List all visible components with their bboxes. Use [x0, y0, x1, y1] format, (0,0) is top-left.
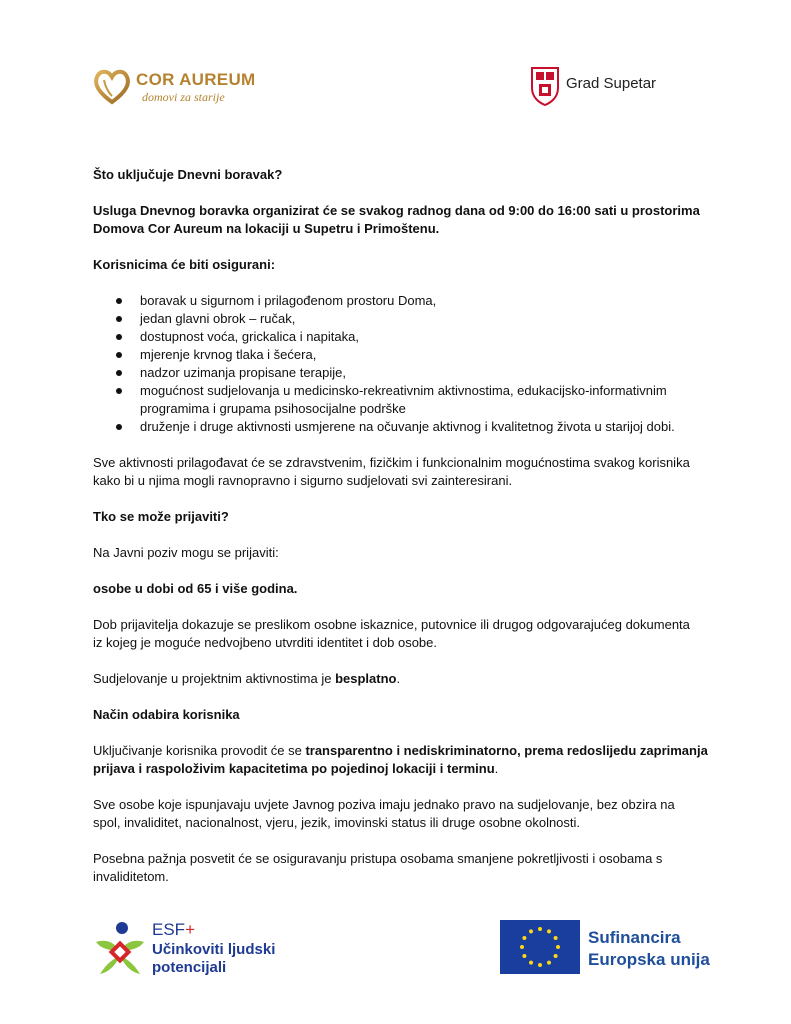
- document-body: [93, 166, 713, 886]
- intro-line-1: Usluga Dnevnog boravka organizirat će se svakog radnog dana od 9:00 do 16:00 sati u prostorima: [93, 203, 700, 218]
- list-item: mogućnost sudjelovanja u medicinsko-rekreativnim aktivnostima, edukacijsko-informativnim programima i grupama psihosocijalne podrške: [140, 382, 713, 418]
- heading-what-included: Što uključuje Dnevni boravak?: [93, 167, 283, 182]
- heart-emblem-icon: [92, 66, 132, 106]
- apply-intro: Na Javni poziv mogu se prijaviti:: [93, 545, 279, 560]
- list-item: dostupnost voća, grickalica i napitaka,: [140, 328, 713, 346]
- eligibility-text: osobe u dobi od 65 i više godina.: [93, 581, 298, 596]
- esf-line-2: Učinkoviti ljudski: [152, 941, 276, 958]
- list-item: nadzor uzimanja propisane terapije,: [140, 364, 713, 382]
- list-item: druženje i druge aktivnosti usmjerene na očuvanje aktivnog i kvalitetnog života u starijoj dobi.: [140, 418, 713, 436]
- activities-line-1: Sve aktivnosti prilagođavat će se zdravstvenim, fizičkim i funkcionalnim mogućnostima svakog korisnika: [93, 455, 690, 470]
- supetar-coat-of-arms-icon: [530, 66, 560, 106]
- selection-line-2: prijava i raspoloživim kapacitetima po pojedinoj lokaciji i terminu.: [93, 761, 499, 776]
- accessibility-line-2: invaliditetom.: [93, 869, 169, 884]
- accessibility-line-1: Posebna pažnja posvetit će se osiguravanju pristupa osobama smanjene pokretljivosti i osobama s: [93, 851, 663, 866]
- grad-supetar-logo: [530, 66, 680, 106]
- list-item: boravak u sigurnom i prilagođenom prostoru Doma,: [140, 292, 713, 310]
- heading-who-can-apply: Tko se može prijaviti?: [93, 509, 229, 524]
- eu-cofinancing-logo: [500, 920, 730, 976]
- grad-supetar-label: Grad Supetar: [566, 75, 657, 92]
- list-item: mjerenje krvnog tlaka i šećera,: [140, 346, 713, 364]
- intro-line-2: Domova Cor Aureum na lokaciji u Supetru i Primoštenu.: [93, 221, 440, 236]
- esf-title: ESF+: [152, 920, 195, 939]
- free-keyword: besplatno: [335, 671, 397, 686]
- equal-rights-line-2: spol, invaliditet, nacionalnost, vjeru, jezik, imovinski status ili druge osobne okolnosti.: [93, 815, 581, 830]
- selection-line-1: Uključivanje korisnika provodit će se transparentno i nediskriminatorno, prema redoslijedu zaprimanja: [93, 743, 708, 758]
- list-item: jedan glavni obrok – ručak,: [140, 310, 713, 328]
- services-list: [93, 292, 713, 436]
- esf-figure-icon: [92, 920, 148, 980]
- equal-rights-line-1: Sve osobe koje ispunjavaju uvjete Javnog poziva imaju jednako pravo na sudjelovanje, bez obzira na: [93, 797, 675, 812]
- age-proof-line-1: Dob prijavitelja dokazuje se preslikom osobne iskaznice, putovnice ili drugog odgovarajućeg dokumenta: [93, 617, 690, 632]
- heading-selection-method: Način odabira korisnika: [93, 707, 240, 722]
- free-participation: Sudjelovanje u projektnim aktivnostima je besplatno.: [93, 671, 401, 686]
- esf-plus-logo: [92, 920, 292, 980]
- beneficiaries-heading: Korisnicima će biti osigurani:: [93, 257, 276, 272]
- eu-line-1: Sufinancira: [588, 928, 681, 947]
- cor-aureum-logo: [92, 66, 262, 106]
- activities-line-2: kako bi u njima mogli ravnopravno i sigurno sudjelovati svi zainteresirani.: [93, 473, 513, 488]
- esf-line-3: potencijali: [152, 959, 227, 976]
- cor-aureum-name: COR AUREUM: [136, 70, 256, 89]
- cor-aureum-tagline: domovi za starije: [142, 90, 225, 104]
- eu-line-2: Europska unija: [588, 950, 710, 969]
- eu-flag-icon: [500, 920, 580, 974]
- age-proof-line-2: iz kojeg je moguće nedvojbeno utvrditi identitet i dob osobe.: [93, 635, 437, 650]
